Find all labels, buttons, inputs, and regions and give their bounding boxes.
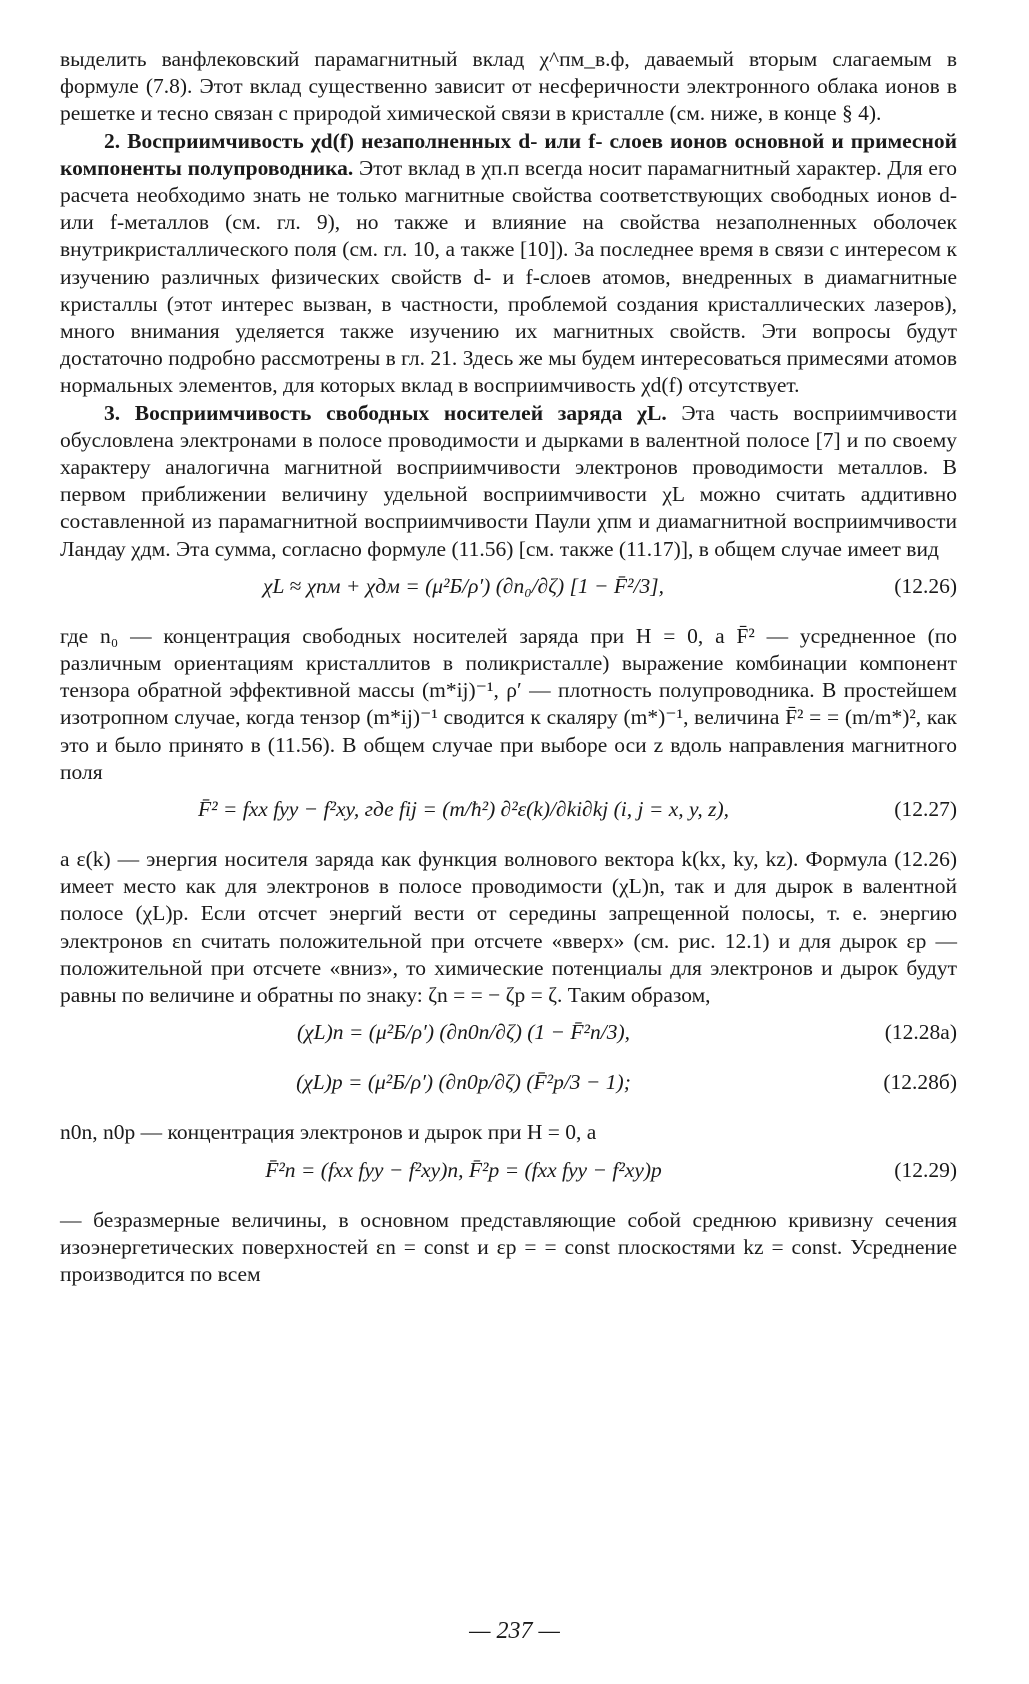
paragraph-text: — безразмерные величины, в основном представляющие собой среднюю кривизну сечения изоэнергетических поверхностей εn = const и εp = = const плоскостями kz = const. Усреднение производится по всем [60,1207,957,1286]
paragraph [60,1119,957,1146]
section-heading: 3. Восприимчивость свободных носителей заряда χL. [104,400,667,425]
equation-number: (12.27) [894,797,957,822]
paragraph [60,1207,957,1289]
paragraph [60,846,957,1009]
paragraph [60,400,957,563]
equation [60,1157,957,1197]
paragraph-text: Этот вклад в χп.п всегда носит парамагнитный характер. Для его расчета необходимо знать не только магнитные свойства соответствующих свободных ионов d- или f-металлов (см. гл. 9), но также и влияние на свойства незаполненных оболочек внутрикристаллического поля (см. гл. 10, а также [10]). За последнее время в связи с интересом к изучению различных физических свойств d- и f-слоев атомов, внедренных в диамагнитные кристаллы (этот интерес вызван, в частности, проблемой создания кристаллических лазеров), много внимания уделяется также изучению их магнитных свойств. Эти вопросы будут достаточно подробно рассмотрены в гл. 21. Здесь же мы будем интересоваться примесями атомов нормальных элементов, для которых вклад в восприимчивость χd(f) отсутствует. [60,155,957,398]
equation [60,573,957,613]
page-number: — 237 — [469,1618,560,1644]
paragraph [60,46,957,128]
equation-body: F̄²n = (fxx fyy − f²xy)n, F̄²p = (fxx fyy − f²xy)p [265,1157,662,1182]
text-body [60,46,957,1288]
equation [60,1019,957,1059]
equation [60,796,957,836]
equation-number: (12.28а) [884,1020,957,1045]
equation-body: χL ≈ χпм + χдм = (μ²Б/ρ′) (∂n₀/∂ζ) [1 − F̄²/3], [263,573,664,598]
section-heading: 2. Восприимчивость χd(f) незаполненных d- или f- слоев ионов основной и примесной компоненты полупроводника. [60,128,957,180]
equation-body: (χL)n = (μ²Б/ρ′) (∂n0n/∂ζ) (1 − F̄²n/3), [297,1020,630,1045]
equation-number: (12.29) [894,1157,957,1182]
equation-number: (12.28б) [883,1070,957,1095]
equation-body: F̄² = fxx fyy − f²xy, где fij = (m/ħ²) ∂²ε(k)/∂ki∂kj (i, j = x, y, z), [197,797,730,822]
paragraph-text: n0n, n0p — концентрация электронов и дырок при H = 0, а [60,1120,597,1145]
paragraph-text: а ε(k) — энергия носителя заряда как функция волнового вектора k(kx, ky, kz). Формула (12.26) имеет место как для электронов в полосе проводимости (χL)n, так и для дырок в валентной полосе (χL)p. Если отсчет энергий вести от середины запрещенной полосы, т. е. энергию электронов εn считать положительной при отсчете «вверх» (см. рис. 12.1) и для дырок εp — положительной при отсчете «вниз», то химические потенциалы для электронов и дырок будут равны по величине и обратны по знаку: ζn = = − ζp = ζ. Таким образом, [60,847,957,1008]
equation-number: (12.26) [894,573,957,598]
equation-body: (χL)p = (μ²Б/ρ′) (∂n0p/∂ζ) (F̄²p/3 − 1); [296,1070,631,1095]
paragraph-text: выделить ванфлековский парамагнитный вклад χ^пм_в.ф, даваемый вторым слагаемым в формуле (7.8). Этот вклад существенно зависит от несферичности электронного облака ионов в решетке и тесно связан с природой химической связи в кристалле (см. ниже, в конце § 4). [60,47,957,126]
paragraph-text: где n₀ — концентрация свободных носителей заряда при H = 0, а F̄² — усредненное (по различным ориентациям кристаллитов в поликристалле) выражение комбинации компонент тензора обратной эффективной массы (m*ij)⁻¹, ρ′ — плотность полупроводника. В простейшем изотропном случае, когда тензор (m*ij)⁻¹ сводится к скаляру (m*)⁻¹, величина F̄² = = (m/m*)², как это и было принято в (11.56). В общем случае при выборе оси z вдоль направления магнитного поля [60,623,957,784]
paragraph-text: Эта часть восприимчивости обусловлена электронами в полосе проводимости и дырками в валентной полосе [7] и по своему характеру аналогична магнитной восприимчивости электронов проводимости металлов. В первом приближении величину удельной восприимчивости χL можно считать аддитивно составленной из парамагнитной восприимчивости Паули χпм и диамагнитной восприимчивости Ландау χдм. Эта сумма, согласно формуле (11.56) [см. также (11.17)], в общем случае имеет вид [60,400,957,561]
paragraph [60,623,957,786]
paragraph [60,128,957,400]
equation [60,1069,957,1109]
